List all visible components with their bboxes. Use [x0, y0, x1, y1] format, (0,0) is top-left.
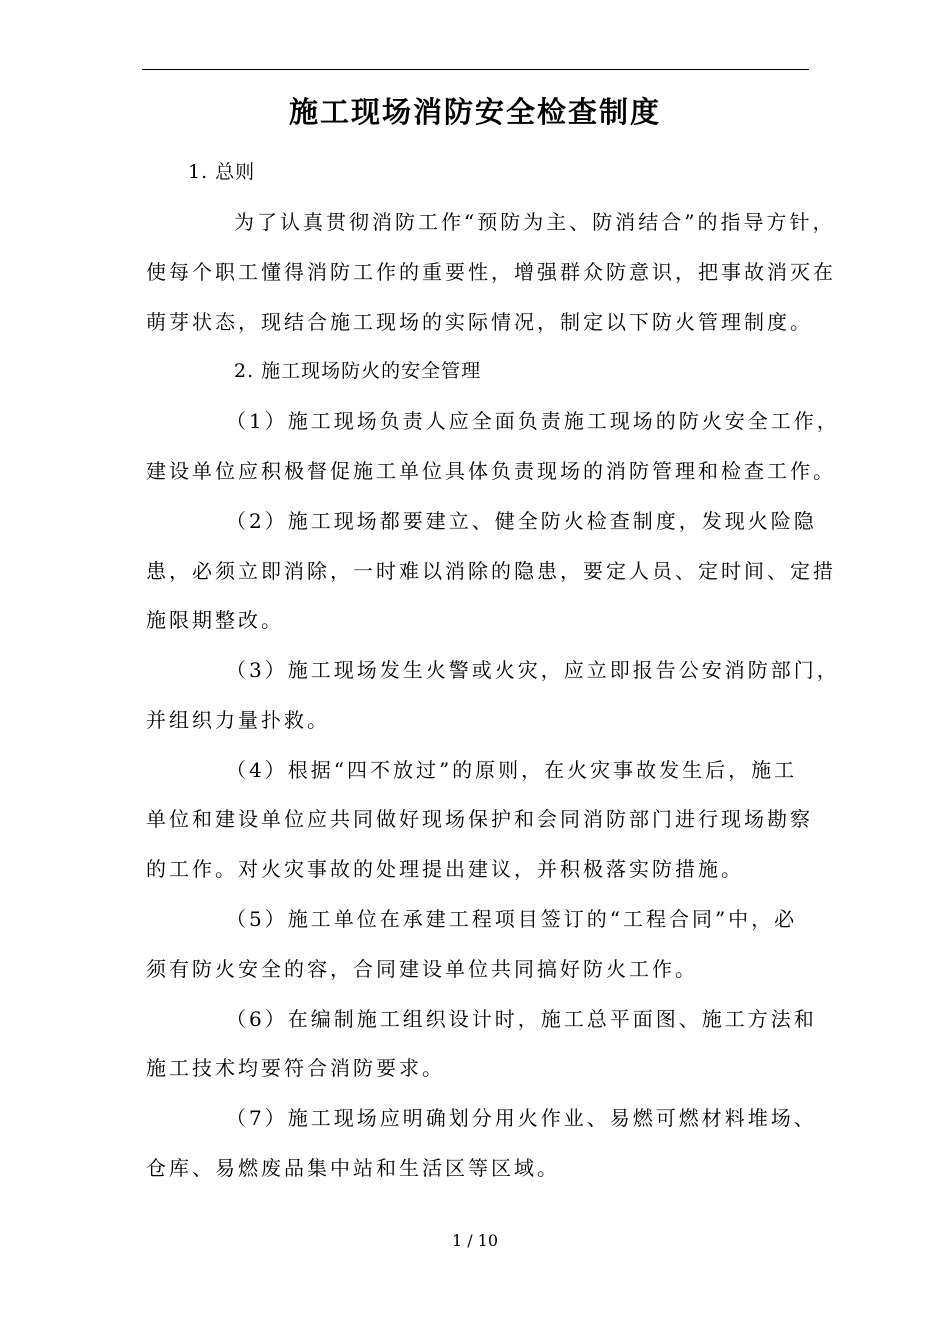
list-item-line: （4）根据“四不放过”的原则，在火灾事故发生后，施工 — [226, 758, 798, 782]
list-item-line: 施工技术均要符合消防要求。 — [146, 1056, 445, 1080]
section-heading-fire-safety: 2. 施工现场防火的安全管理 — [234, 360, 482, 382]
list-item-line: 单位和建设单位应共同做好现场保护和会同消防部门进行现场勘察 — [146, 807, 813, 831]
list-item-line: （2）施工现场都要建立、健全防火检查制度，发现火险隐 — [226, 509, 817, 533]
list-item-line: 须有防火安全的容，合同建设单位共同搞好防火工作。 — [146, 957, 698, 981]
section-heading-general: 1. 总则 — [188, 161, 256, 183]
paragraph-line: 为了认真贯彻消防工作“预防为主、防消结合”的指导方针， — [234, 210, 836, 234]
page-number: 1 / 10 — [451, 1231, 499, 1250]
document-title: 施工现场消防安全检查制度 — [288, 95, 661, 129]
list-item-line: （5）施工单位在承建工程项目签订的“工程合同”中，必 — [226, 907, 798, 931]
list-item-line: （7）施工现场应明确划分用火作业、易燃可燃材料堆场、 — [226, 1106, 817, 1130]
list-item-line: （1）施工现场负责人应全面负责施工现场的防火安全工作， — [226, 409, 840, 433]
list-item-line: 并组织力量扑救。 — [146, 708, 330, 732]
list-item-line: 患，必须立即消除，一时难以消除的隐患，要定人员、定时间、定措 — [146, 559, 836, 583]
header-rule — [142, 69, 809, 70]
list-item-line: 的工作。对火灾事故的处理提出建议，并积极落实防措施。 — [146, 857, 744, 881]
paragraph-line: 使每个职工懂得消防工作的重要性，增强群众防意识，把事故消灭在 — [146, 260, 836, 284]
list-item-line: 建设单位应积极督促施工单位具体负责现场的消防管理和检查工作。 — [146, 459, 836, 483]
list-item-line: 仓库、易燃废品集中站和生活区等区域。 — [146, 1156, 560, 1180]
list-item-line: （3）施工现场发生火警或火灾，应立即报告公安消防部门， — [226, 658, 840, 682]
list-item-line: （6）在编制施工组织设计时，施工总平面图、施工方法和 — [226, 1007, 817, 1031]
list-item-line: 施限期整改。 — [146, 608, 284, 632]
paragraph-line: 萌芽状态，现结合施工现场的实际情况，制定以下防火管理制度。 — [146, 310, 813, 334]
